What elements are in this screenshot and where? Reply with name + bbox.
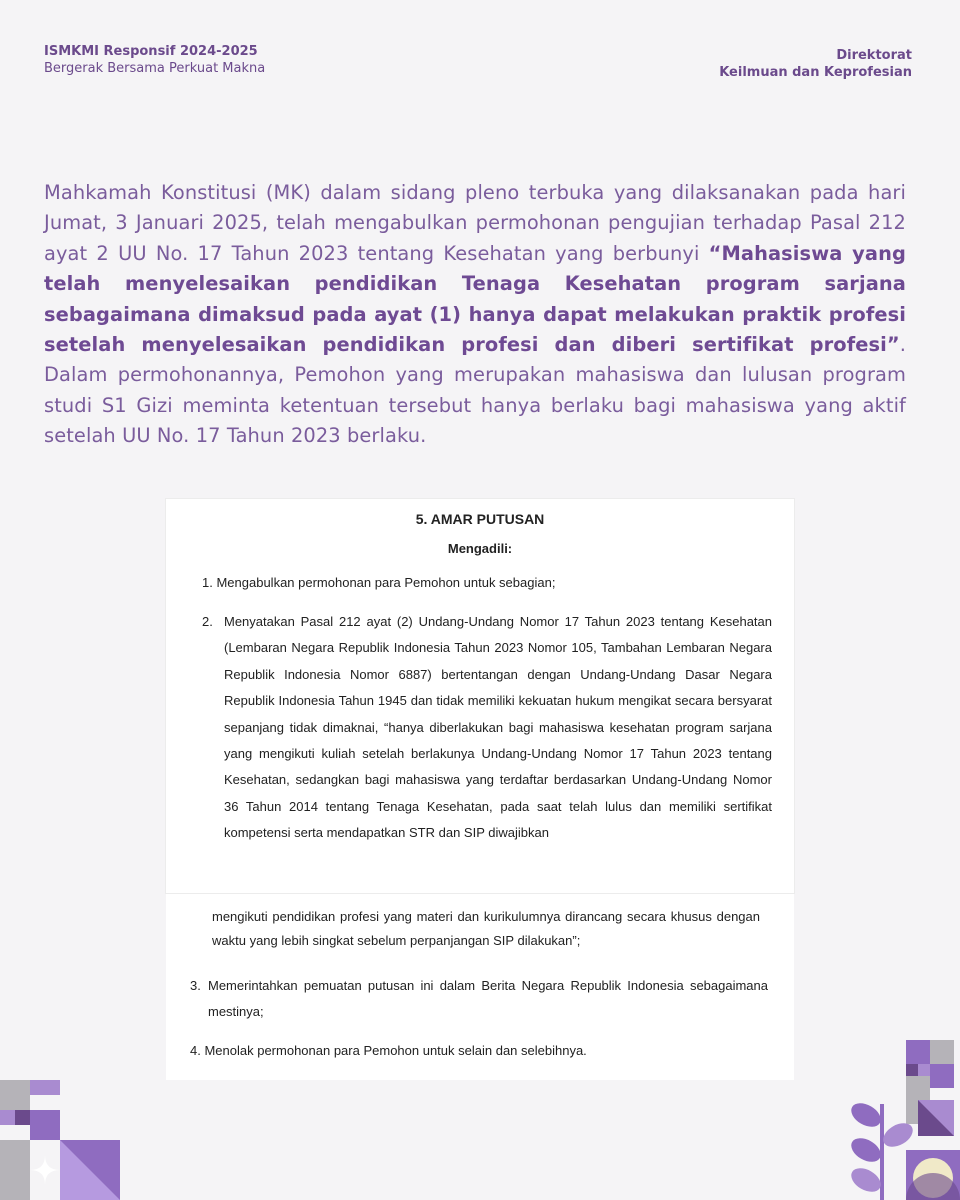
ruling-item-3 — [190, 973, 768, 1025]
decorative-pattern-left — [0, 1080, 124, 1200]
ruling-item-2-number: 2. — [202, 614, 213, 629]
decorative-pattern-right — [836, 1040, 960, 1200]
header-directorate: Direktorat — [836, 48, 912, 63]
intro-quote: “Mahasiswa yang telah menyelesaikan pendidikan Tenaga Kesehatan program sarjana sebagaimana dimaksud pada ayat (1) hanya dapat melakukan praktik profesi setelah menyelesaikan pendidikan profesi dan diberi sertifikat profesi” — [44, 241, 906, 357]
ruling-title: 5. AMAR PUTUSAN — [415, 511, 545, 527]
header-left — [44, 44, 265, 76]
intro-paragraph — [44, 178, 906, 452]
court-ruling-excerpt — [166, 499, 794, 1080]
ruling-item-2 — [202, 609, 772, 847]
sparkle-icon — [30, 1155, 60, 1185]
ruling-item-4-text: Menolak permohonan para Pemohon untuk selain dan selebihnya. — [204, 1043, 587, 1058]
header-division: Keilmuan dan Keprofesian — [719, 65, 912, 80]
header-right — [719, 48, 912, 80]
header-org-title: ISMKMI Responsif 2024-2025 — [44, 44, 258, 59]
ruling-item-2-text: Menyatakan Pasal 212 ayat (2) Undang-Undang Nomor 17 Tahun 2023 tentang Kesehatan (Lembaran Negara Republik Indonesia Tahun 2023 Nomor 105, Tambahan Lembaran Negara Republik Indonesia Nomor 6887) bertentangan dengan Undang-Undang Dasar Negara Republik Indonesia Tahun 1945 dan tidak memiliki kekuatan hukum mengikat secara bersyarat sepanjang tidak dimaknai, “hanya diberlakukan bagi mahasiswa kesehatan program sarjana yang mengikuti kuliah setelah berlakunya Undang-Undang Nomor 17 Tahun 2023 tentang Kesehatan, sedangkan bagi mahasiswa yang terdaftar berdasarkan Undang-Undang Nomor 36 Tahun 2014 tentang Tenaga Kesehatan, pada saat telah lulus dan memiliki sertifikat kompetensi serta mendapatkan STR dan SIP diwajibkan — [224, 614, 772, 841]
ruling-item-1-text: Mengabulkan permohonan para Pemohon untuk sebagian; — [216, 575, 556, 590]
ruling-item-1-number: 1. — [202, 575, 213, 590]
intro-text-after: . Dalam permohonannya, Pemohon yang merupakan mahasiswa dan lulusan program studi S1 Gizi meminta ketentuan tersebut hanya berlaku bagi mahasiswa yang aktif setelah UU No. 17 Tahun 2023 berlaku. — [44, 333, 906, 448]
ruling-item-4 — [190, 1043, 587, 1058]
header-tagline: Bergerak Bersama Perkuat Makna — [44, 61, 266, 76]
intro-text-before: Mahkamah Konstitusi (MK) dalam sidang pleno terbuka yang dilaksanakan pada hari Jumat, 3 Januari 2025, telah mengabulkan permohonan pengujian terhadap Pasal 212 ayat 2 UU No. 17 Tahun 2023 tentang Kesehatan yang berbunyi — [44, 181, 906, 265]
ruling-subtitle: Mengadili: — [447, 541, 513, 556]
ruling-item-3-text: Memerintahkan pemuatan putusan ini dalam Berita Negara Republik Indonesia sebagaimana mestinya; — [208, 978, 768, 1019]
ruling-item-3-number: 3. — [190, 978, 201, 993]
ruling-item-4-number: 4. — [190, 1043, 201, 1058]
ruling-item-1 — [202, 575, 555, 590]
ruling-item-2-continued: mengikuti pendidikan profesi yang materi dan kurikulumnya dirancang secara khusus dengan waktu yang lebih singkat sebelum perpanjangan SIP dilakukan”; — [212, 909, 760, 948]
